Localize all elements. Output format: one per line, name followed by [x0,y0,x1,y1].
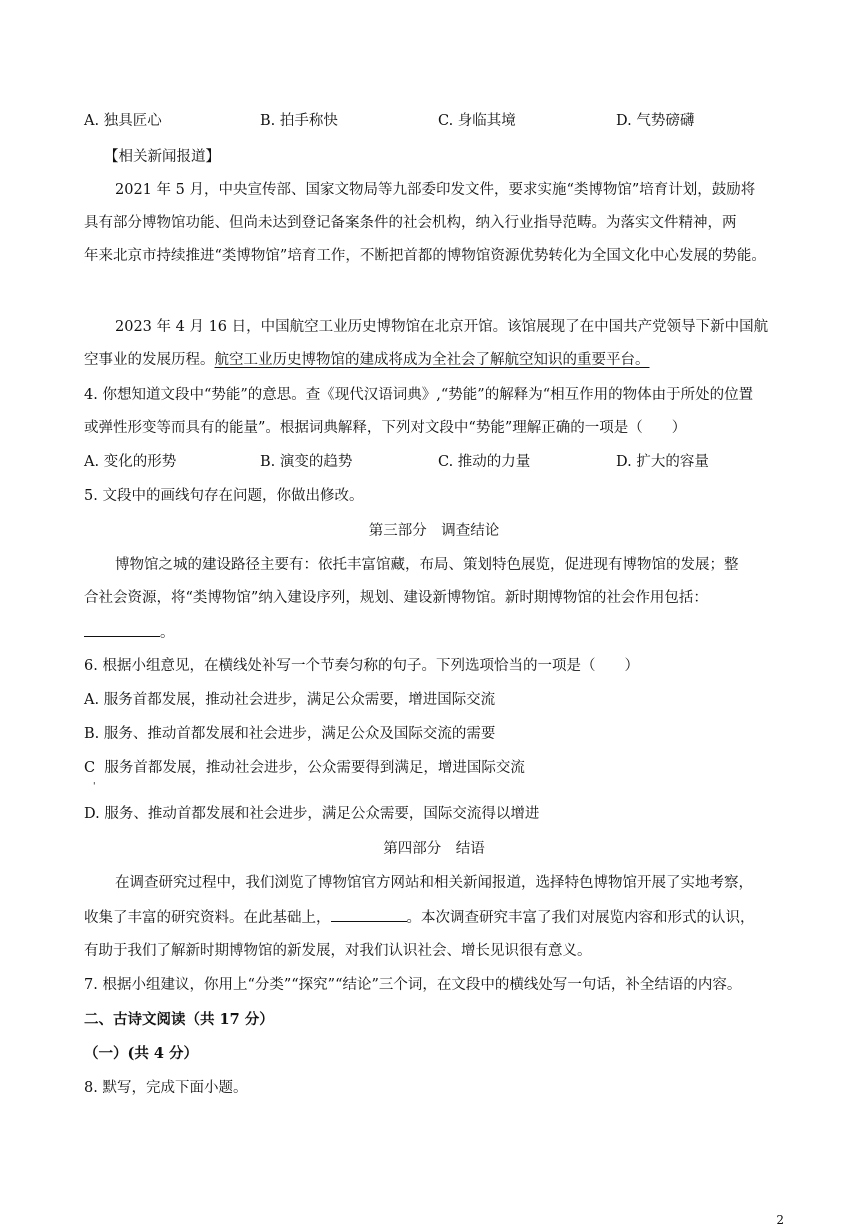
news-para2-plain: 空事业的发展历程。 [84,352,215,368]
news-heading: 【相关新闻报道】 [104,149,220,165]
q6-option-d: D. 服务、推动首都发展和社会进步，满足公众需要，国际交流得以增进 [84,806,540,822]
part3-line3-end: 。 [160,625,175,641]
part4-line2 [84,907,755,928]
news-para2-line1: 2023 年 4 月 16 日，中国航空工业历史博物馆在北京开馆。该馆展现了在中国共产党领导下新中国航 [115,319,769,335]
q6-option-c [84,758,525,778]
part4-line2-end: 。本次调查研究丰富了我们对展览内容和形式的认识， [406,910,755,926]
part4-line1: 在调查研究过程中，我们浏览了博物馆官方网站和相关新闻报道，选择特色博物馆开展了实地考察， [115,875,753,891]
section2-sub: （一）(共 4 分） [84,1045,199,1062]
q6-option-c-letter: C [84,760,96,776]
part4-line2-start: 收集了丰富的研究资料。在此基础上， [84,910,331,926]
q6-option-b: B. 服务、推动首都发展和社会进步，满足公众及国际交流的需要 [84,726,496,742]
q4-stem-line1: 4. 你想知道文段中“势能”的意思。查《现代汉语词典》,“势能”的解释为“相互作用的物体由于所处的位置 [84,387,754,403]
q5-stem: 5. 文段中的画线句存在问题，你做出修改。 [84,488,364,504]
q6-stem: 6. 根据小组意见，在横线处补写一个节奏匀称的句子。下列选项恰当的一项是（ ） [84,658,639,674]
q6-option-a: A. 服务首都发展，推动社会进步，满足公众需要，增进国际交流 [84,692,496,708]
q3-option-c: C. 身临其境 [438,113,516,129]
q8-stem: 8. 默写，完成下面小题。 [84,1080,248,1096]
answer-blank [84,622,160,637]
option-c-mark: ' [93,782,96,792]
news-para1-line3: 年来北京市持续推进“类博物馆”培育工作，不断把首都的博物馆资源优势转化为全国文化中心发展的势能。 [84,248,766,264]
news-para1-line2: 具有部分博物馆功能、但尚未达到登记备案条件的社会机构，纳入行业指导范畴。为落实文件精神，两 [84,215,737,231]
q7-stem: 7. 根据小组建议，你用上“分类”“探究”“结论”三个词，在文段中的横线处写一句话，补全结语的内容。 [84,977,742,993]
part3-line3 [84,622,175,643]
q3-option-a: A. 独具匠心 [84,113,162,129]
q4-option-a: A. 变化的形势 [84,454,177,470]
news-para2-line2 [84,350,650,370]
part3-line2: 合社会资源，将“类博物馆”纳入建设序列，规划、建设新博物馆。新时期博物馆的社会作用包括： [84,590,708,606]
q4-option-c: C. 推动的力量 [438,454,531,470]
part3-line1: 博物馆之城的建设路径主要有：依托丰富馆藏，布局、策划特色展览，促进现有博物馆的发展；整 [115,557,739,573]
q4-option-b: B. 演变的趋势 [260,454,353,470]
part4-title: 第四部分 结语 [383,841,485,857]
q3-option-d: D. 气势磅礴 [616,113,695,129]
underlined-sentence: 航空工业历史博物馆的建成将成为全社会了解航空知识的重要平台。 [214,352,650,368]
answer-blank [331,907,407,922]
news-para1-line1: 2021 年 5 月，中央宣传部、国家文物局等九部委印发文件，要求实施“类博物馆”培育计划，鼓励将 [115,182,756,198]
q4-stem-line2: 或弹性形变等而具有的能量”。根据词典解释，下列对文段中“势能”理解正确的一项是（ ） [84,420,687,436]
part4-line3: 有助于我们了解新时期博物馆的新发展，对我们认识社会、增长见识很有意义。 [84,943,592,959]
q6-option-c-text: 服务首都发展，推动社会进步，公众需要得到满足，增进国际交流 [104,760,525,776]
q4-option-d: D. 扩大的容量 [616,454,709,470]
page-number: 2 [776,1213,784,1227]
section2-title: 二、古诗文阅读（共 17 分） [84,1011,274,1028]
q3-option-b: B. 拍手称快 [260,113,338,129]
part3-title: 第三部分 调查结论 [368,523,500,539]
